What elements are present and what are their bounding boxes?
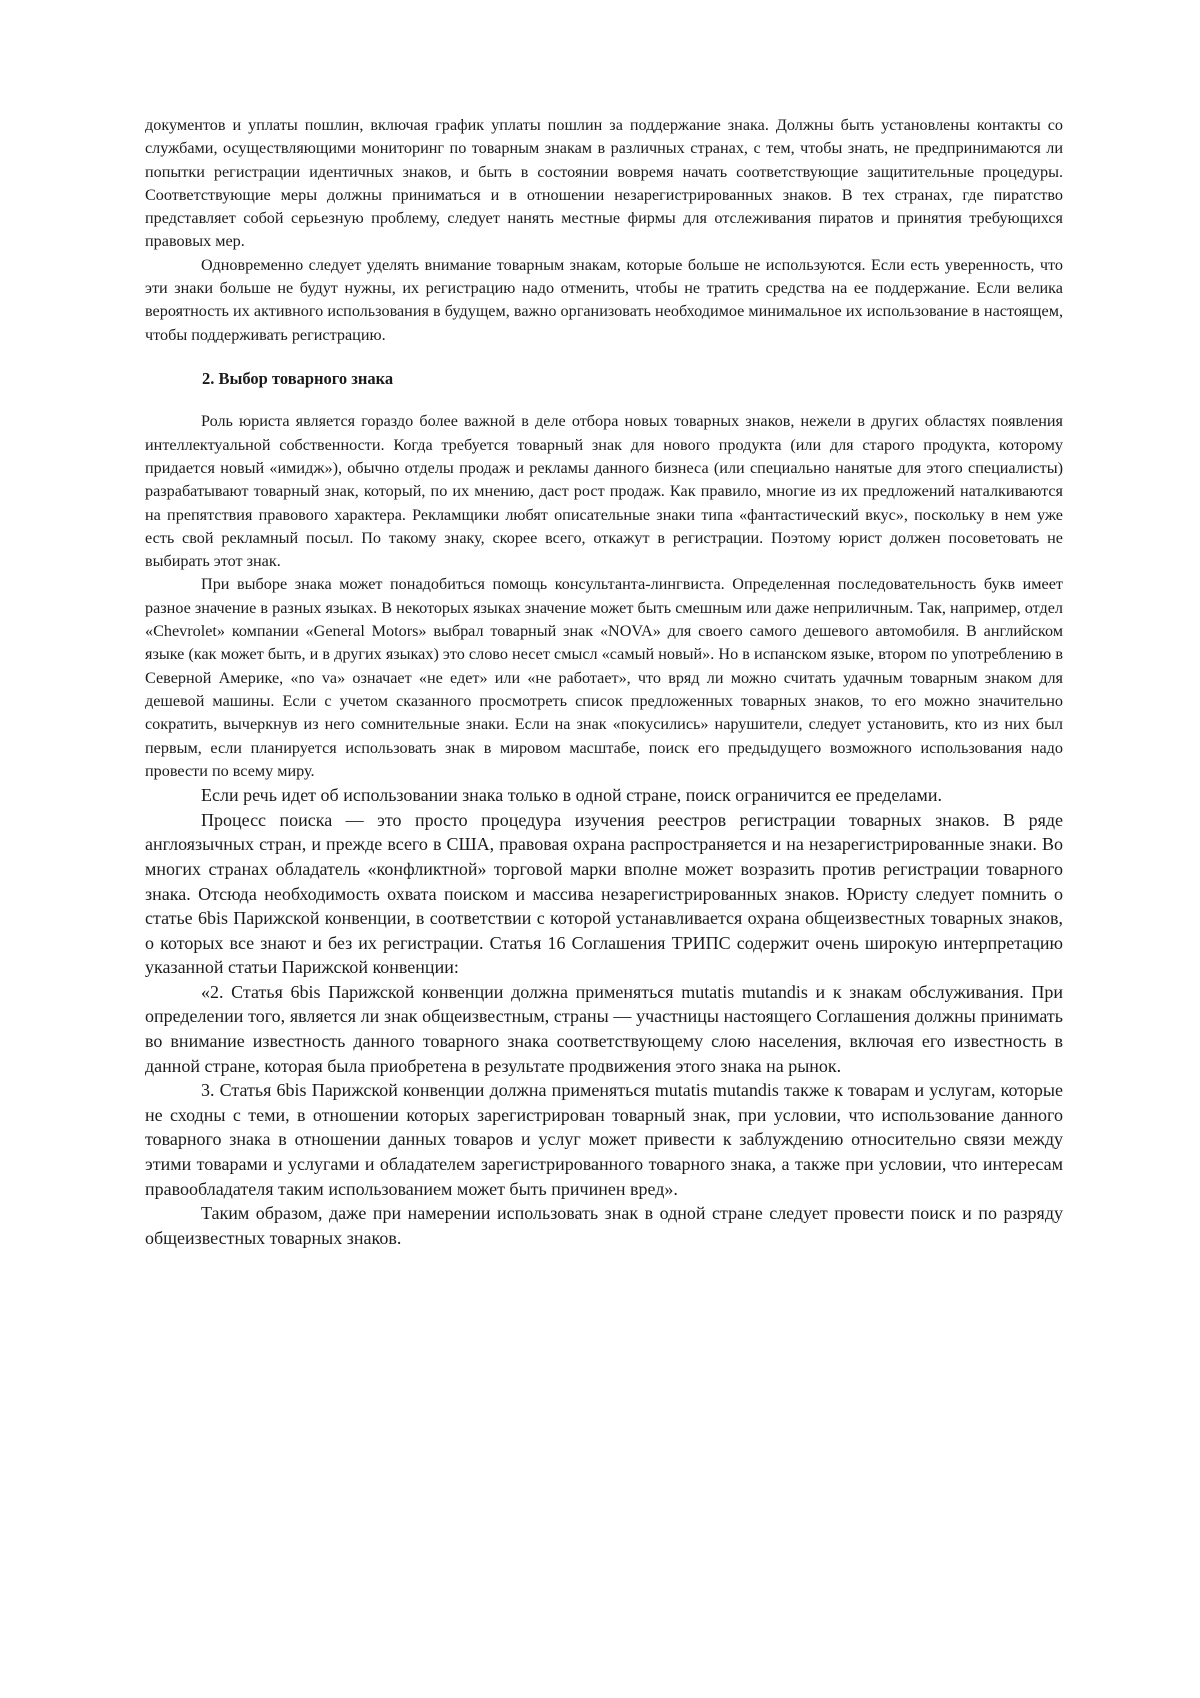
document-page xyxy=(145,114,1063,1250)
paragraph: При выборе знака может понадобиться помощь консультанта-лингвиста. Определенная последовательность букв имеет разное значение в разных языках. В некоторых языках значение может быть смешным или даже неприличным. Так, например, отдел «Chevrolet» компании «General Motors» выбрал товарный знак «NOVA» для своего самого дешевого автомобиля. В английском языке (как может быть, и в других языках) это слово несет смысл «самый новый». Но в испанском языке, втором по употреблению в Северной Америке, «no va» означает «не едет» или «не работает», что вряд ли можно считать удачным товарным знаком для дешевой машины. Если с учетом сказанного просмотреть список предложенных товарных знаков, то его можно значительно сократить, вычеркнув из него сомнительные знаки. Если на знак «покусились» нарушители, следует установить, кто из них был первым, если планируется использовать знак в мировом масштабе, поиск его предыдущего возможного использования надо провести по всему миру. xyxy=(145,575,1063,780)
intro-block xyxy=(145,114,1063,347)
section-block-large xyxy=(145,783,1063,1250)
paragraph: документов и уплаты пошлин, включая график уплаты пошлин за поддержание знака. Должны быть установлены контакты со службами, осуществляющими мониторинг по товарным знакам в различных странах, с тем, чтобы знать, не предпринимаются ли попытки регистрации идентичных знаков, и быть в состоянии вовремя начать соответствующие защитительные процедуры. Соответствующие меры должны приниматься и в отношении незарегистрированных знаков. В тех странах, где пиратство представляет собой серьезную проблему, следует нанять местные фирмы для отслеживания пиратов и принятия требующихся правовых мер. xyxy=(145,116,1063,251)
quote-paragraph: 3. Статья 6bis Парижской конвенции должна применяться mutatis mutandis также к товарам и услугам, которые не сходны с теми, в отношении которых зарегистрирован товарный знак, при условии, что использование данного товарного знака в отношении данных товаров и услуг может привести к заблуждению относительно связи между этими товарами и услугами и обладателем зарегистрированного товарного знака, а также при условии, что интересам правообладателя таким использованием может быть причинен вред». xyxy=(145,1080,1063,1199)
section-heading: 2. Выбор товарного знака xyxy=(202,368,394,388)
paragraph: Роль юриста является гораздо более важной в деле отбора новых товарных знаков, нежели в других областях появления интеллектуальной собственности. Когда требуется товарный знак для нового продукта (или для старого продукта, которому придается новый «имидж»), обычно отделы продаж и рекламы данного бизнеса (или специально нанятые для этого специалисты) разрабатывают товарный знак, который, по их мнению, даст рост продаж. Как правило, многие из их предложений наталкиваются на препятствия правового характера. Рекламщики любят описательные знаки типа «фантастический вкус», поскольку в нем уже есть свой рекламный посыл. По такому знаку, скорее всего, откажут в регистрации. Поэтому юрист должен посоветовать не выбирать этот знак. xyxy=(145,412,1063,571)
paragraph: Одновременно следует уделять внимание товарным знакам, которые больше не используются. Если есть уверенность, что эти знаки больше не будут нужны, их регистрацию надо отменить, чтобы не тратить средства на ее поддержание. Если велика вероятность их активного использования в будущем, важно организовать необходимое минимальное их использование в настоящем, чтобы поддерживать регистрацию. xyxy=(145,255,1063,344)
paragraph: Если речь идет об использовании знака только в одной стране, поиск ограничится ее пределами. xyxy=(201,785,942,806)
quote-paragraph: «2. Статья 6bis Парижской конвенции должна применяться mutatis mutandis и к знакам обслуживания. При определении того, является ли знак общеизвестным, страны — участницы настоящего Соглашения должны принимать во внимание известность данного товарного знака соответствующему слою населения, включая его известность в данной стране, которая была приобретена в результате продвижения этого знака на рынок. xyxy=(145,981,1063,1076)
paragraph: Процесс поиска — это просто процедура изучения реестров регистрации товарных знаков. В ряде англоязычных стран, и прежде всего в США, правовая охрана распространяется и на незарегистрированные знаки. Во многих странах обладатель «конфликтной» торговой марки вполне может возразить против регистрации товарного знака. Отсюда необходимость охвата поиском и массива незарегистрированных знаков. Юристу следует помнить о статье 6bis Парижской конвенции, в соответствии с которой устанавливается охрана общеизвестных товарных знаков, о которых все знают и без их регистрации. Статья 16 Соглашения ТРИПС содержит очень широкую интерпретацию указанной статьи Парижской конвенции: xyxy=(145,809,1063,978)
paragraph: Таким образом, даже при намерении использовать знак в одной стране следует провести поиск и по разряду общеизвестных товарных знаков. xyxy=(145,1203,1063,1248)
section-block-small xyxy=(145,410,1063,783)
